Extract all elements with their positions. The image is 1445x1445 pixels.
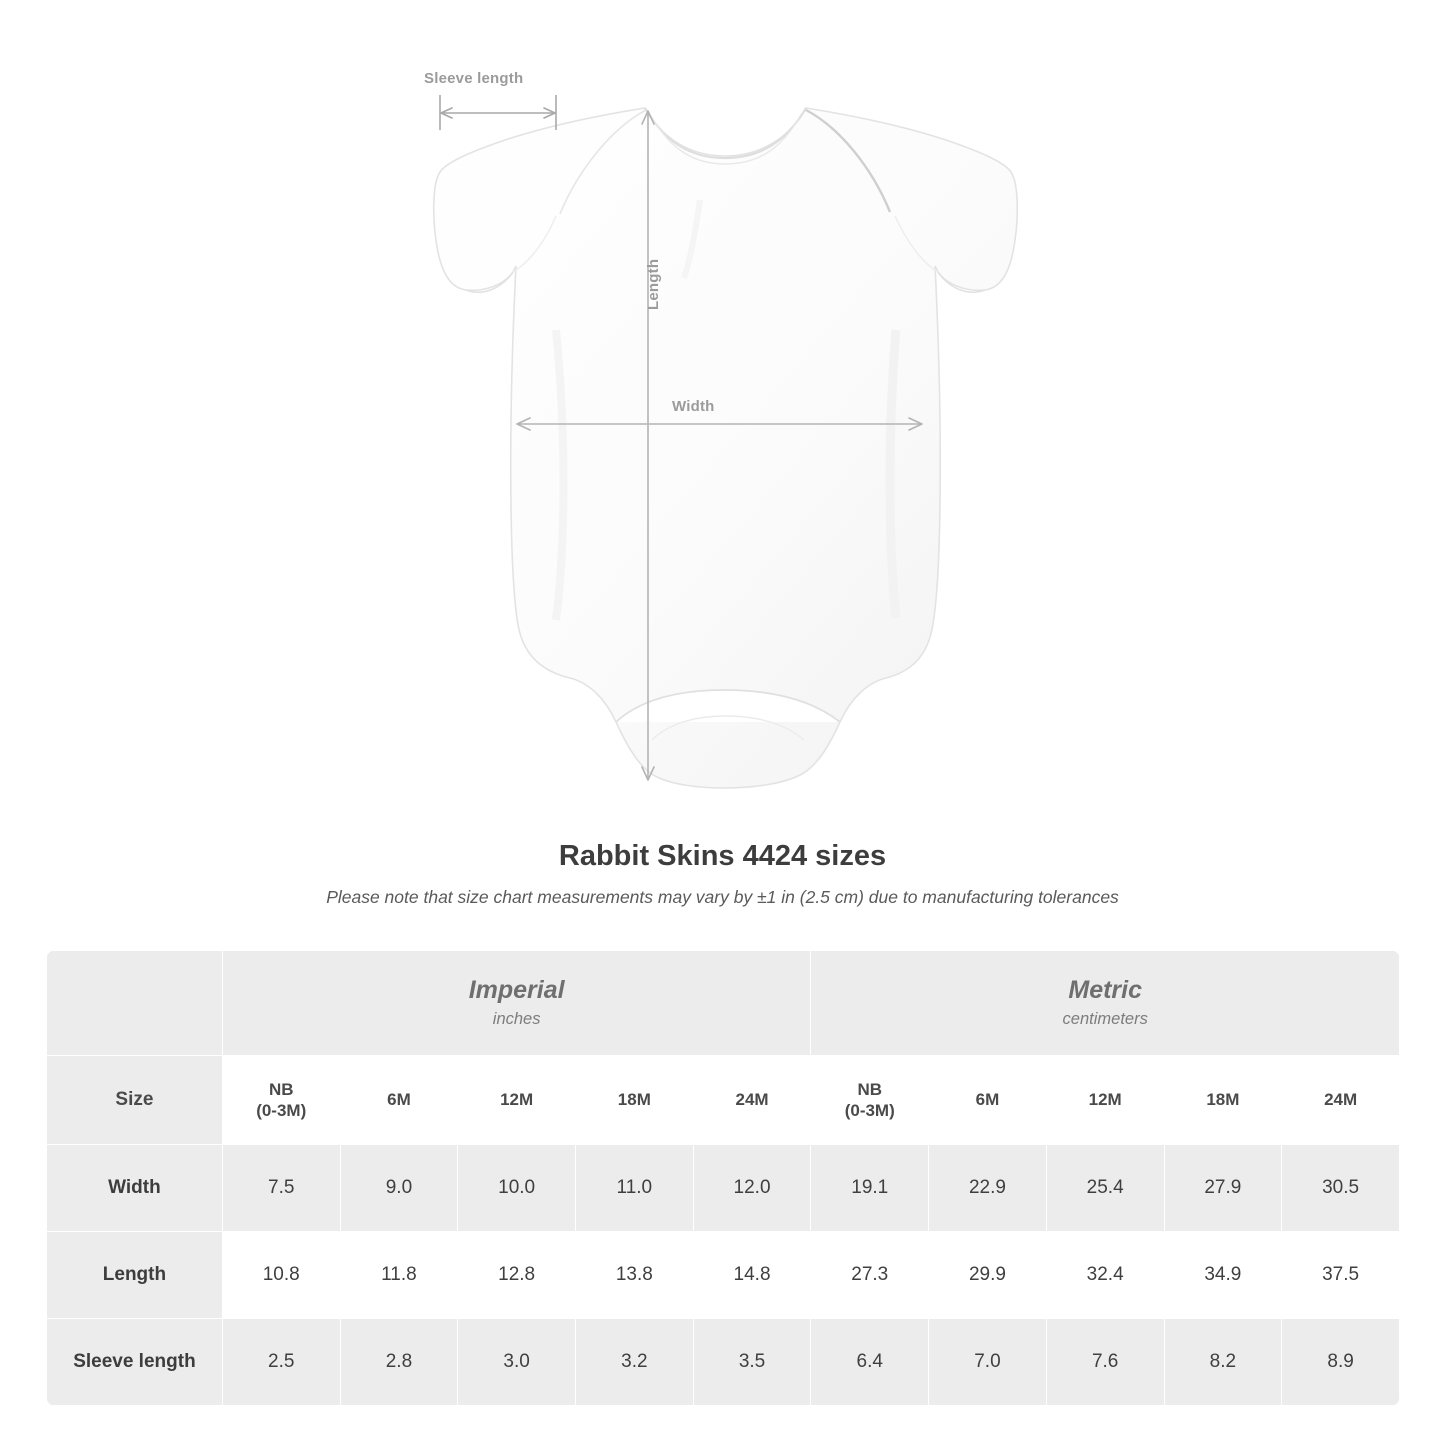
cell-width-metric-24m: 30.5 — [1282, 1145, 1400, 1232]
col-header-metric-18m: 18M — [1164, 1056, 1282, 1145]
col-header-metric-6m: 6M — [929, 1056, 1047, 1145]
cell-sleeve-imperial-6m: 2.8 — [340, 1319, 458, 1406]
cell-sleeve-metric-6m: 7.0 — [929, 1319, 1047, 1406]
col-header-imperial-12m: 12M — [458, 1056, 576, 1145]
col-header-imperial-6m: 6M — [340, 1056, 458, 1145]
cell-length-imperial-6m: 11.8 — [340, 1232, 458, 1319]
cell-sleeve-imperial-24m: 3.5 — [693, 1319, 811, 1406]
sleeve-length-label: Sleeve length — [424, 70, 524, 87]
size-table-wrap — [46, 950, 1400, 1406]
width-label: Width — [672, 398, 715, 415]
col-header-metric-24m: 24M — [1282, 1056, 1400, 1145]
cell-sleeve-metric-24m: 8.9 — [1282, 1319, 1400, 1406]
cell-length-metric-24m: 37.5 — [1282, 1232, 1400, 1319]
unit-header-row — [47, 951, 1400, 1056]
table-row — [47, 1319, 1400, 1406]
table-corner — [47, 951, 223, 1056]
unit-group-metric-sub: centimeters — [1062, 1010, 1148, 1029]
column-header-row — [47, 1056, 1400, 1145]
cell-sleeve-imperial-12m: 3.0 — [458, 1319, 576, 1406]
tolerance-note: Please note that size chart measurements may vary by ±1 in (2.5 cm) due to manufacturing tolerances — [326, 887, 1119, 907]
col-header-imperial-nb — [222, 1056, 340, 1145]
cell-sleeve-metric-18m: 8.2 — [1164, 1319, 1282, 1406]
unit-group-metric — [811, 951, 1400, 1056]
cell-length-imperial-18m: 13.8 — [575, 1232, 693, 1319]
cell-width-imperial-nb: 7.5 — [222, 1145, 340, 1232]
unit-group-metric-name: Metric — [1068, 975, 1143, 1004]
cell-width-imperial-24m: 12.0 — [693, 1145, 811, 1232]
cell-length-metric-12m: 32.4 — [1046, 1232, 1164, 1319]
row-label-length: Length — [47, 1232, 223, 1319]
page-title: Rabbit Skins 4424 sizes — [558, 840, 887, 872]
cell-width-metric-nb: 19.1 — [811, 1145, 929, 1232]
cell-length-metric-nb: 27.3 — [811, 1232, 929, 1319]
cell-width-imperial-6m: 9.0 — [340, 1145, 458, 1232]
cell-width-metric-12m: 25.4 — [1046, 1145, 1164, 1232]
col-header-imperial-18m: 18M — [575, 1056, 693, 1145]
col-header-sub: (0-3M) — [256, 1101, 307, 1120]
cell-sleeve-metric-nb: 6.4 — [811, 1319, 929, 1406]
title-block — [0, 840, 1445, 908]
cell-sleeve-imperial-nb: 2.5 — [222, 1319, 340, 1406]
col-header-imperial-24m: 24M — [693, 1056, 811, 1145]
col-header-metric-nb — [811, 1056, 929, 1145]
cell-sleeve-imperial-18m: 3.2 — [575, 1319, 693, 1406]
cell-length-metric-6m: 29.9 — [929, 1232, 1047, 1319]
cell-length-imperial-nb: 10.8 — [222, 1232, 340, 1319]
col-header-label: NB — [268, 1079, 294, 1099]
sleeve-dimension-line — [440, 95, 556, 130]
row-label-width: Width — [47, 1145, 223, 1232]
cell-width-imperial-12m: 10.0 — [458, 1145, 576, 1232]
table-row — [47, 1232, 1400, 1319]
unit-group-imperial-name: Imperial — [468, 975, 565, 1004]
size-table — [46, 950, 1400, 1406]
cell-sleeve-metric-12m: 7.6 — [1046, 1319, 1164, 1406]
col-header-label: NB — [857, 1079, 883, 1099]
unit-group-imperial — [222, 951, 811, 1056]
cell-width-metric-6m: 22.9 — [929, 1145, 1047, 1232]
unit-group-imperial-sub: inches — [492, 1010, 541, 1029]
cell-length-imperial-12m: 12.8 — [458, 1232, 576, 1319]
cell-width-metric-18m: 27.9 — [1164, 1145, 1282, 1232]
col-header-sub: (0-3M) — [844, 1101, 895, 1120]
row-header-size: Size — [47, 1056, 223, 1145]
cell-length-metric-18m: 34.9 — [1164, 1232, 1282, 1319]
row-label-sleeve-length: Sleeve length — [47, 1319, 223, 1406]
table-row — [47, 1145, 1400, 1232]
cell-width-imperial-18m: 11.0 — [575, 1145, 693, 1232]
cell-length-imperial-24m: 14.8 — [693, 1232, 811, 1319]
col-header-metric-12m: 12M — [1046, 1056, 1164, 1145]
length-label: Length — [645, 258, 662, 310]
